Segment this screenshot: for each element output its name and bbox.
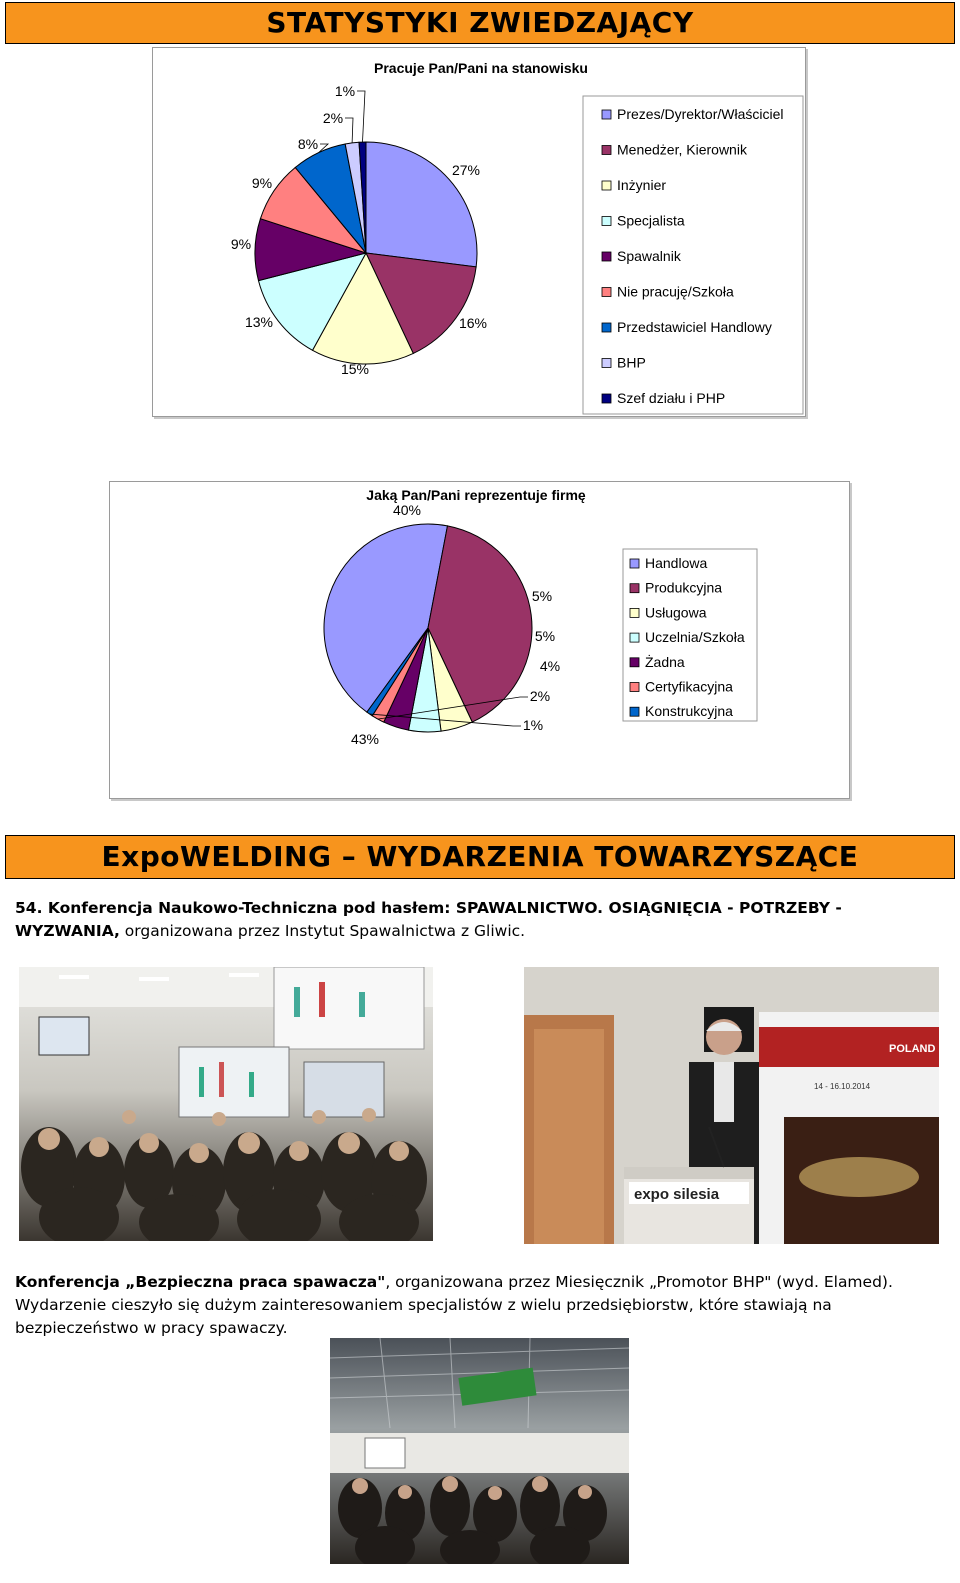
chart-company-legend-swatch-konstrukcyjna — [630, 707, 639, 716]
chart-position-legend-szef-dzialu-i-php: Szef działu i PHP — [617, 390, 726, 406]
chart-company-label-uczelnia-szkola: 5% — [534, 628, 556, 644]
chart-company-legend-swatch-uslugowa — [630, 608, 639, 617]
chart-position-legend-przedstawiciel-handlowy: Przedstawiciel Handlowy — [617, 319, 772, 335]
photo-exhibition-hall — [330, 1338, 629, 1564]
chart-position-slice-prezes-dyrektor-wlasciciel — [366, 142, 477, 267]
chart-position-legend-swatch-inzynier — [602, 181, 611, 190]
conference-2-details: , organizowana przez Miesięcznik „Promotor BHP" (wyd. Elamed). Wydarzenie cieszyło się dużym zainteresowaniem specjalistów z wielu przedsiębiorstw, które stawiają na bezpieczeństwo w pracy spawaczy. — [15, 1273, 893, 1337]
chart-company-title: Jaką Pan/Pani reprezentuje firmę — [366, 487, 586, 503]
conference-1-description — [15, 897, 945, 943]
chart-position-legend-swatch-nie-pracuje-szkola — [602, 288, 611, 297]
section-title-events: ExpoWELDING – WYDARZENIA TOWARZYSZĄCE — [5, 835, 955, 879]
chart-position-legend-swatch-przedstawiciel-handlowy — [602, 323, 611, 332]
chart-position-box — [152, 47, 806, 417]
chart-company-legend-zadna: Żadna — [645, 653, 685, 670]
chart-company-label-konstrukcyjna: 1% — [522, 717, 544, 733]
chart-company-label-handlowa: 43% — [350, 731, 380, 747]
chart-company-label-uslugowa: 5% — [531, 588, 553, 604]
chart-position-legend-swatch-bhp — [602, 359, 611, 368]
chart-position-legend-bhp: BHP — [617, 354, 646, 371]
chart-position-label-inzynier: 15% — [340, 361, 370, 377]
chart-company-legend-uczelnia-szkola: Uczelnia/Szkoła — [645, 629, 745, 646]
chart-position-label-menedzer-kierownik: 16% — [458, 315, 488, 331]
chart-position-legend-inzynier: Inżynier — [617, 177, 667, 193]
chart-position-legend-nie-pracuje-szkola: Nie pracuję/Szkoła — [617, 283, 734, 300]
chart-position-label-specjalista: 13% — [244, 314, 274, 330]
chart-position-leader-bhp — [345, 118, 353, 143]
chart-position-label-bhp: 2% — [322, 110, 344, 126]
chart-position-legend-swatch-specjalista — [602, 217, 611, 226]
section-title-statistics: STATYSTYKI ZWIEDZAJĄCY — [5, 2, 955, 44]
chart-company-legend-handlowa: Handlowa — [645, 555, 708, 571]
chart-position-legend-swatch-spawalnik — [602, 252, 611, 261]
chart-position-label-przedstawiciel-handlowy: 8% — [297, 136, 319, 152]
chart-position-label-spawalnik: 9% — [230, 236, 252, 252]
conference-1-organizer: organizowana przez Instytut Spawalnictwa z Gliwic. — [119, 922, 526, 940]
chart-company-legend-swatch-produkcyjna — [630, 584, 639, 593]
chart-company-label-produkcyjna: 40% — [392, 502, 422, 518]
chart-company-legend-konstrukcyjna: Konstrukcyjna — [645, 703, 733, 720]
chart-position-title: Pracuje Pan/Pani na stanowisku — [374, 60, 588, 76]
conference-1-title: 54. Konferencja Naukowo-Techniczna pod hasłem: SPAWALNICTWO. OSIĄGNIĘCIA - POTRZEBY - WYZWANIA, — [15, 899, 842, 940]
pie-chart-position — [153, 48, 805, 416]
chart-position-legend-spawalnik: Spawalnik — [617, 248, 681, 264]
chart-position-legend-swatch-prezes-dyrektor-wlasciciel — [602, 110, 611, 119]
chart-position-label-prezes-dyrektor-wlasciciel: 27% — [451, 162, 481, 178]
chart-company-legend-swatch-certyfikacyjna — [630, 683, 639, 692]
chart-company-legend-swatch-uczelnia-szkola — [630, 633, 639, 642]
chart-position-label-szef-dzialu-i-php: 1% — [334, 83, 356, 99]
photo-speaker-podium — [524, 967, 939, 1244]
pie-chart-company — [110, 482, 849, 798]
chart-company-legend-certyfikacyjna: Certyfikacyjna — [645, 678, 733, 695]
chart-company-box — [109, 481, 850, 799]
poster-country: POLAND — [889, 1043, 936, 1055]
chart-company-legend-uslugowa: Usługowa — [645, 604, 707, 621]
photo-conference-hall — [19, 967, 433, 1241]
chart-company-legend-swatch-zadna — [630, 658, 639, 667]
podium-sign: expo silesia — [634, 1186, 720, 1203]
chart-position-legend-menedzer-kierownik: Menedżer, Kierownik — [617, 141, 747, 158]
chart-company-label-certyfikacyjna: 2% — [529, 688, 551, 704]
chart-position-legend-swatch-menedzer-kierownik — [602, 146, 611, 155]
poster-date: 14 - 16.10.2014 — [814, 1082, 871, 1091]
chart-company-legend-produkcyjna: Produkcyjna — [645, 579, 723, 596]
chart-position-legend-swatch-szef-dzialu-i-php — [602, 394, 611, 403]
chart-position-legend-specjalista: Specjalista — [617, 212, 685, 229]
conference-2-description — [15, 1271, 945, 1340]
chart-position-label-nie-pracuje-szkola: 9% — [251, 175, 273, 191]
conference-2-title: Konferencja „Bezpieczna praca spawacza" — [15, 1273, 386, 1291]
chart-position-leader-szef-dzialu-i-php — [357, 91, 365, 142]
chart-company-label-zadna: 4% — [539, 658, 561, 674]
chart-company-legend-swatch-handlowa — [630, 559, 639, 568]
chart-position-legend-prezes-dyrektor-wlasciciel: Prezes/Dyrektor/Właściciel — [617, 106, 784, 122]
